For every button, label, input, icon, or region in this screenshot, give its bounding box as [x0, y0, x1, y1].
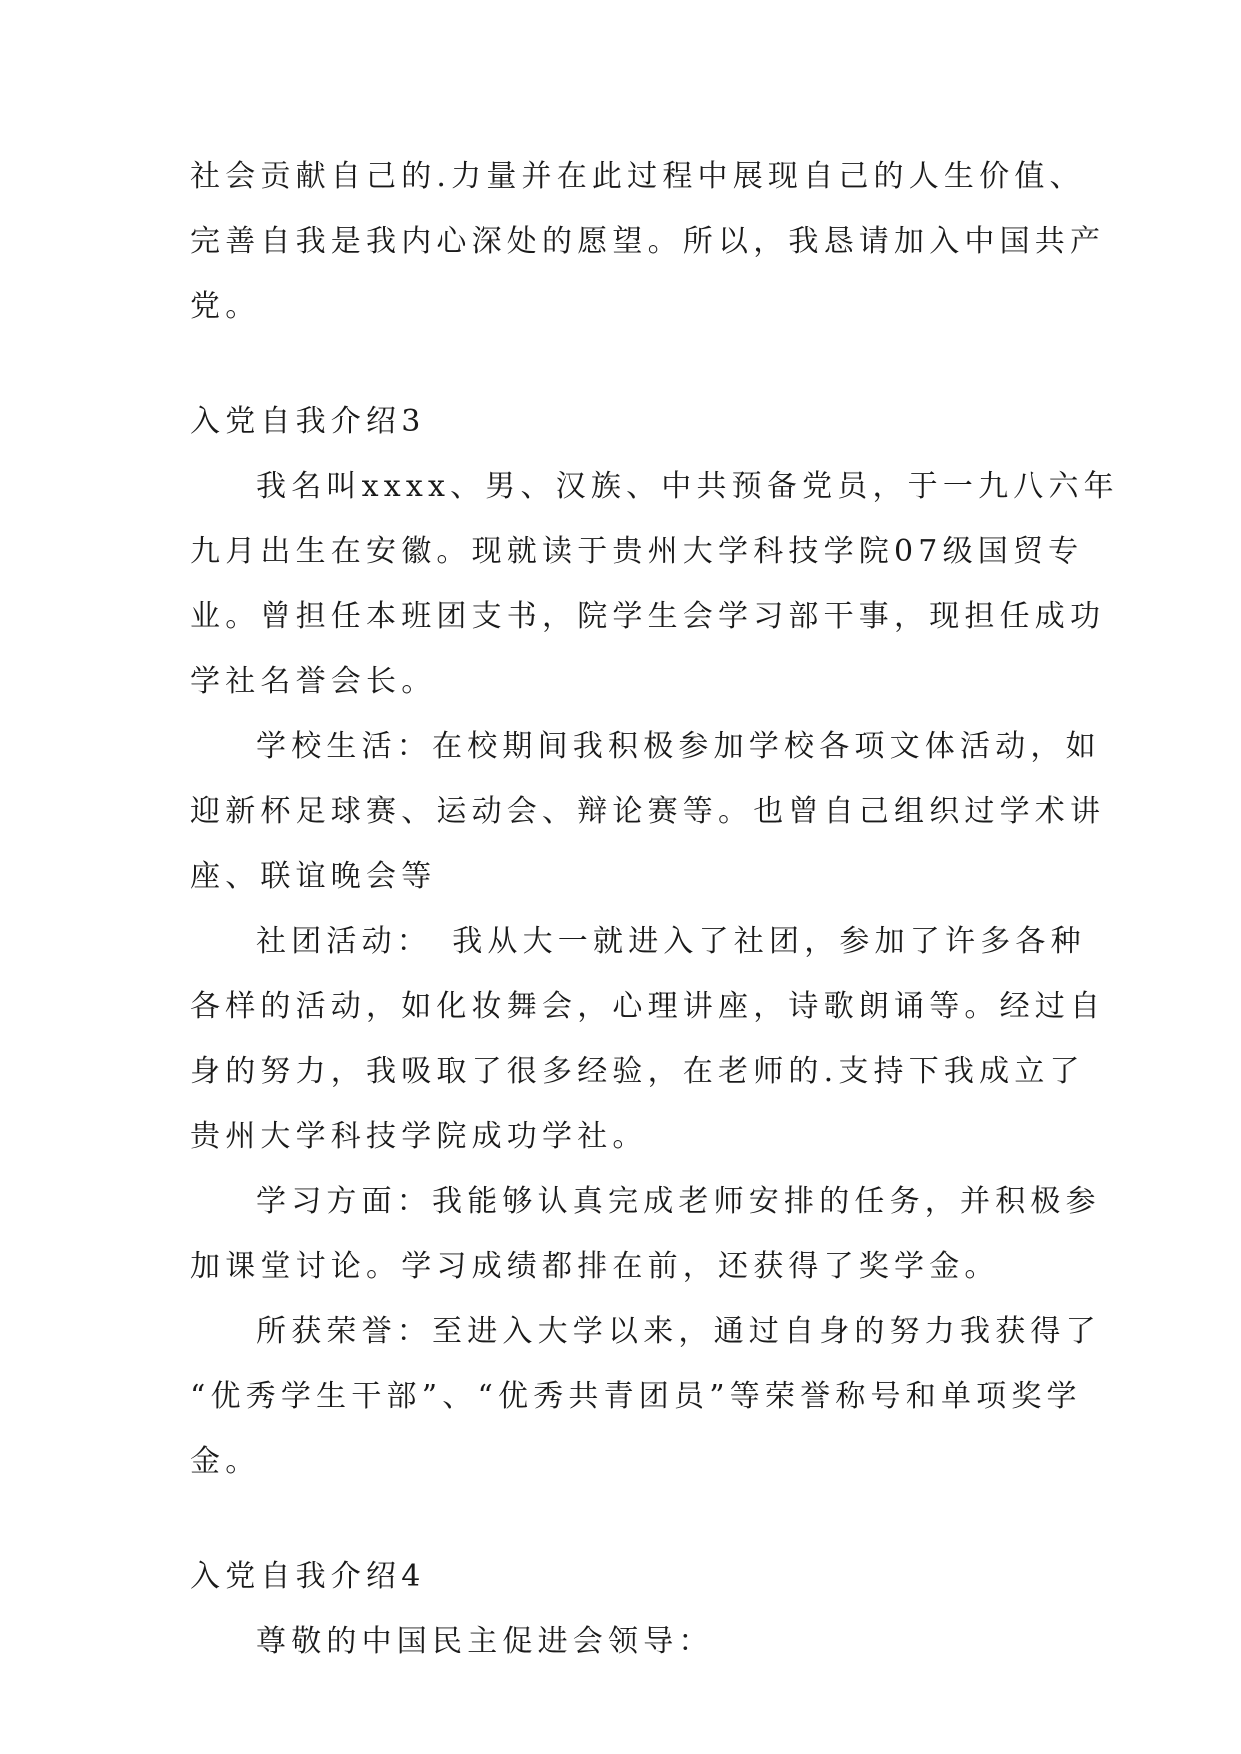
- paragraph-line: 所获荣誉：至进入大学以来，通过自身的努力我获得了: [256, 1314, 1101, 1349]
- paragraph-line: 社会贡献自己的.力量并在此过程中展现自己的人生价值、: [190, 159, 1085, 194]
- paragraph-line: 身的努力，我吸取了很多经验，在老师的.支持下我成立了: [190, 1054, 1085, 1089]
- paragraph-line: 贵州大学科技学院成功学社。: [190, 1119, 648, 1154]
- paragraph-line: 加课堂讨论。学习成绩都排在前，还获得了奖学金。: [190, 1249, 1000, 1284]
- paragraph-line: 我名叫xxxx、男、汉族、中共预备党员，于一九八六年: [256, 469, 1119, 504]
- paragraph-line: 尊敬的中国民主促进会领导：: [256, 1624, 714, 1659]
- paragraph-line: 座、联谊晚会等: [190, 859, 437, 894]
- paragraph-line: “优秀学生干部”、“优秀共青团员”等荣誉称号和单项奖学: [190, 1379, 1082, 1414]
- paragraph-line: 学社名誉会长。: [190, 664, 437, 699]
- paragraph-line: 党。: [190, 289, 261, 324]
- paragraph-line: 九月出生在安徽。现就读于贵州大学科技学院07级国贸专: [190, 534, 1084, 569]
- paragraph-line: 迎新杯足球赛、运动会、辩论赛等。也曾自己组织过学术讲: [190, 794, 1106, 829]
- paragraph-line: 学习方面：我能够认真完成老师安排的任务，并积极参: [256, 1184, 1101, 1219]
- section-heading: 入党自我介绍4: [190, 1559, 426, 1594]
- section-heading: 入党自我介绍3: [190, 404, 426, 439]
- paragraph-line: 业。曾担任本班团支书，院学生会学习部干事，现担任成功: [190, 599, 1106, 634]
- paragraph-line: 社团活动： 我从大一就进入了社团，参加了许多各种: [256, 924, 1086, 959]
- paragraph-line: 金。: [190, 1444, 261, 1479]
- paragraph-line: 完善自我是我内心深处的愿望。所以，我恳请加入中国共产: [190, 224, 1106, 259]
- paragraph-line: 学校生活：在校期间我积极参加学校各项文体活动，如: [256, 729, 1101, 764]
- paragraph-line: 各样的活动，如化妆舞会，心理讲座，诗歌朗诵等。经过自: [190, 989, 1106, 1024]
